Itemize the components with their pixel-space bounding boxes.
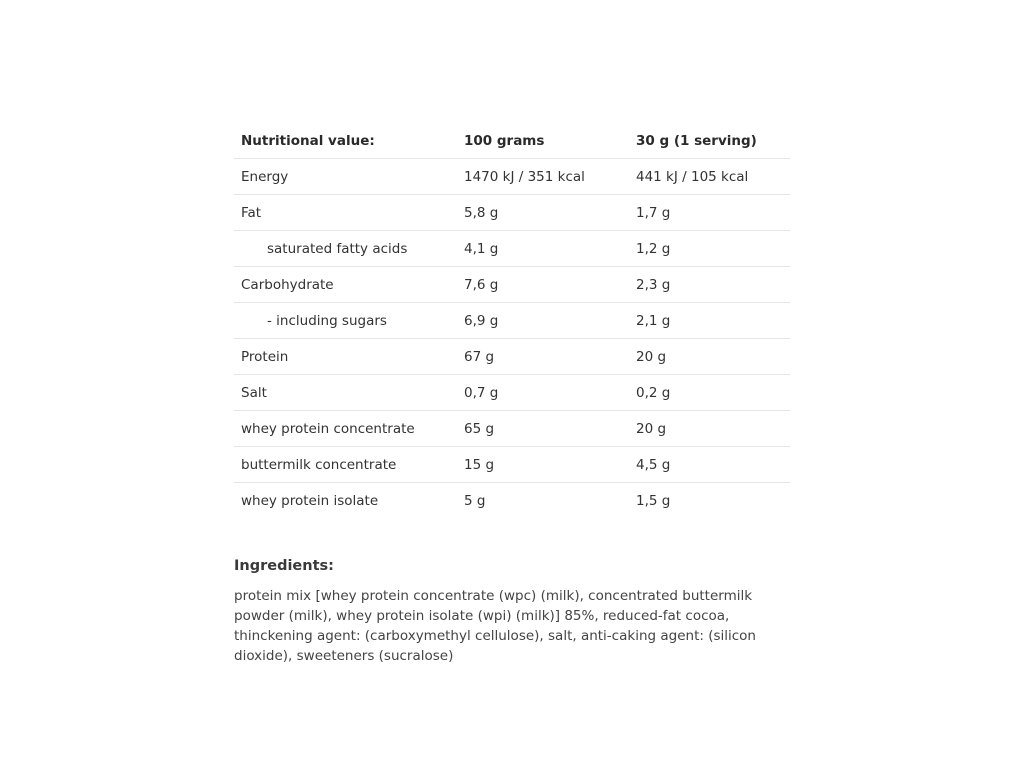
value-per-serving: 20 g	[629, 411, 790, 447]
value-per-serving: 1,5 g	[636, 492, 671, 509]
value-per-100g: 5 g	[464, 492, 486, 509]
value-per-100g: 7,6 g	[457, 267, 629, 303]
value-per-100g: 1470 kJ / 351 kcal	[457, 159, 629, 195]
value-per-100g: 4,1 g	[457, 231, 629, 267]
table-row	[234, 339, 790, 375]
nutrition-table	[234, 123, 790, 518]
value-per-serving: 2,3 g	[629, 267, 790, 303]
value-per-serving: 441 kJ / 105 kcal	[629, 159, 790, 195]
value-per-serving: 0,2 g	[629, 375, 790, 411]
value-per-serving: 1,2 g	[629, 231, 790, 267]
table-row	[234, 411, 790, 447]
table-row	[234, 231, 790, 267]
header-serving: 30 g (1 serving)	[629, 123, 790, 159]
table-header-row	[234, 123, 790, 159]
value-per-serving: 20 g	[629, 339, 790, 375]
table-row	[234, 447, 790, 483]
value-per-100g: 15 g	[457, 447, 629, 483]
table-row	[234, 303, 790, 339]
value-per-serving: 2,1 g	[629, 303, 790, 339]
table-row	[234, 195, 790, 231]
nutrient-name: Energy	[234, 159, 457, 195]
table-row	[234, 159, 790, 195]
nutrient-name: Carbohydrate	[234, 267, 457, 303]
value-per-100g: 67 g	[457, 339, 629, 375]
ingredients-heading: Ingredients:	[234, 558, 334, 574]
table-row	[234, 483, 790, 519]
table-row	[234, 375, 790, 411]
nutrient-name: whey protein isolate	[241, 492, 379, 509]
nutrient-name: buttermilk concentrate	[234, 447, 457, 483]
value-per-100g: 0,7 g	[457, 375, 629, 411]
nutrient-name: Salt	[234, 375, 457, 411]
value-per-serving: 1,7 g	[629, 195, 790, 231]
header-nutritional-value: Nutritional value:	[234, 123, 457, 159]
value-per-serving: 4,5 g	[629, 447, 790, 483]
table-row	[234, 267, 790, 303]
value-per-100g: 65 g	[457, 411, 629, 447]
header-100-grams: 100 grams	[457, 123, 629, 159]
nutrient-name: whey protein concentrate	[234, 411, 457, 447]
nutrient-name: saturated fatty acids	[234, 231, 457, 267]
nutrient-name: Protein	[234, 339, 457, 375]
value-per-100g: 5,8 g	[457, 195, 629, 231]
nutrient-name: - including sugars	[234, 303, 457, 339]
value-per-100g: 6,9 g	[457, 303, 629, 339]
ingredients-text: protein mix [whey protein concentrate (wpc) (milk), concentrated buttermilk powder (milk), whey protein isolate (wpi) (milk)] 85%, reduced-fat cocoa, thinckening agent: (carboxymethyl cellulose), salt, anti-caking agent: (silicon dioxide), sweeteners (sucralose)	[234, 588, 756, 664]
product-info	[234, 123, 790, 666]
nutrient-name: Fat	[234, 195, 457, 231]
